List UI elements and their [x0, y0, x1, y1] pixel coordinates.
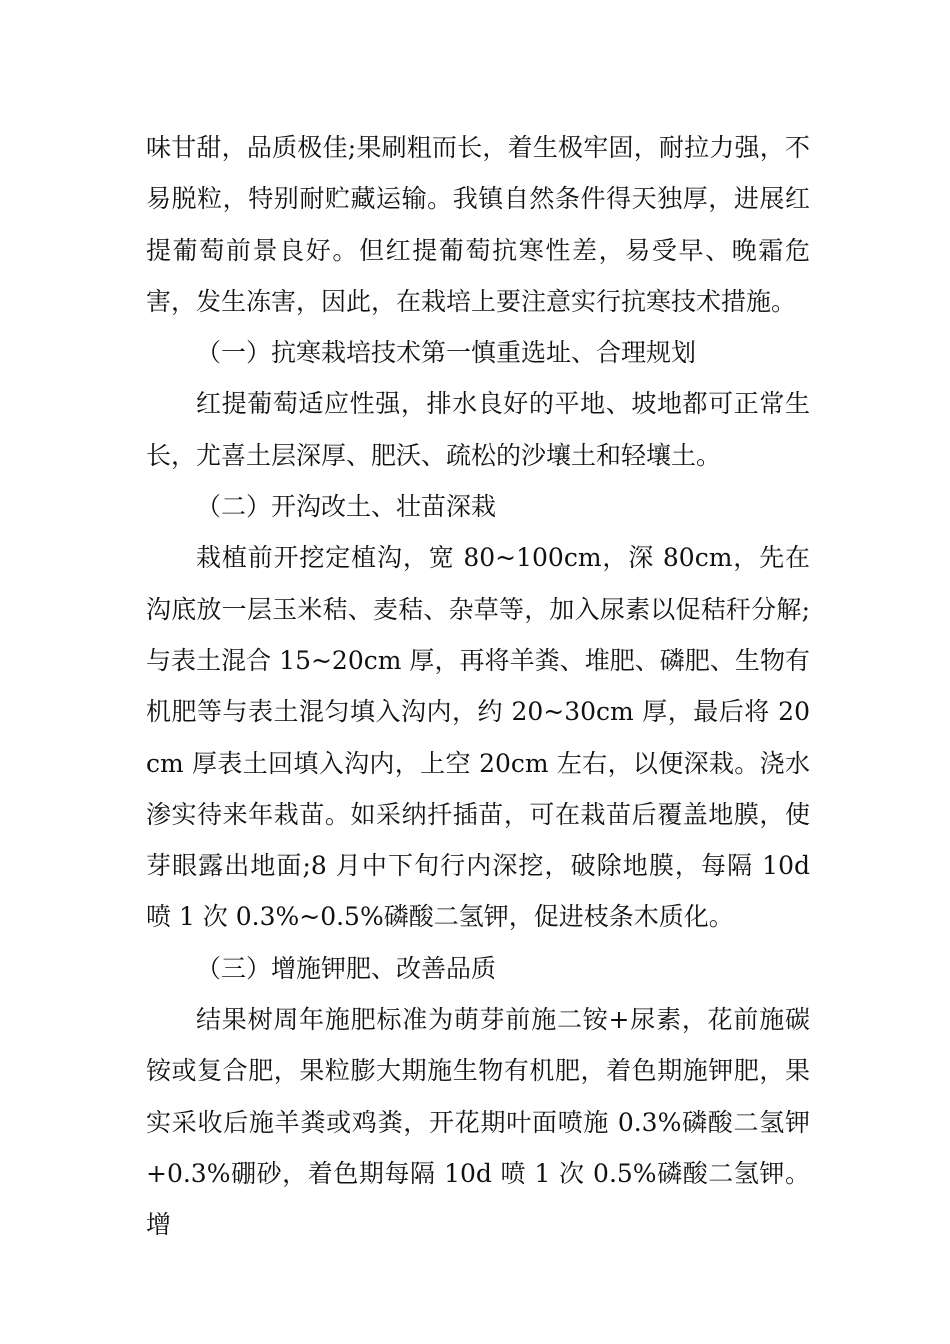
paragraph-site-selection: 红提葡萄适应性强，排水良好的平地、坡地都可正常生长，尤喜土层深厚、肥沃、疏松的沙壤土和轻壤土。 — [146, 389, 810, 470]
paragraph-fertilization: 结果树周年施肥标准为萌芽前施二铵+尿素，花前施碳铵或复合肥，果粒膨大期施生物有机肥，着色期施钾肥，果实采收后施羊粪或鸡粪，开花期叶面喷施 0.3%磷酸二氢钾+0.3%硼砂，着色期每隔 10d 喷 1 次 0.5%磷酸二氢钾。增 — [146, 1005, 810, 1240]
section-heading-3: （三）增施钾肥、改善品质 — [196, 953, 497, 983]
document-body — [146, 122, 810, 1251]
paragraph-trenching: 栽植前开挖定植沟，宽 80~100cm，深 80cm，先在沟底放一层玉米秸、麦秸、杂草等，加入尿素以促秸秆分解;与表土混合 15~20cm 厚，再将羊粪、堆肥、磷肥、生物有机肥等与表土混匀填入沟内，约 20~30cm 厚，最后将 20cm 厚表土回填入沟内，上空 20cm 左右，以便深栽。浇水渗实待来年栽苗。如采纳扦插苗，可在栽苗后覆盖地膜，使芽眼露出地面;8 月中下旬行内深挖，破除地膜，每隔 10d 喷 1 次 0.3%~0.5%磷酸二氢钾，促进枝条木质化。 — [146, 543, 810, 932]
paragraph-continuation: 味甘甜，品质极佳;果刷粗而长，着生极牢固，耐拉力强，不易脱粒，特别耐贮藏运输。我镇自然条件得天独厚，进展红提葡萄前景良好。但红提葡萄抗寒性差，易受早、晚霜危害，发生冻害，因此，在栽培上要注意实行抗寒技术措施。 — [146, 133, 810, 316]
section-heading-1: （一）抗寒栽培技术第一慎重选址、合理规划 — [196, 338, 697, 368]
section-heading-2: （二）开沟改土、壮苗深栽 — [196, 492, 497, 522]
